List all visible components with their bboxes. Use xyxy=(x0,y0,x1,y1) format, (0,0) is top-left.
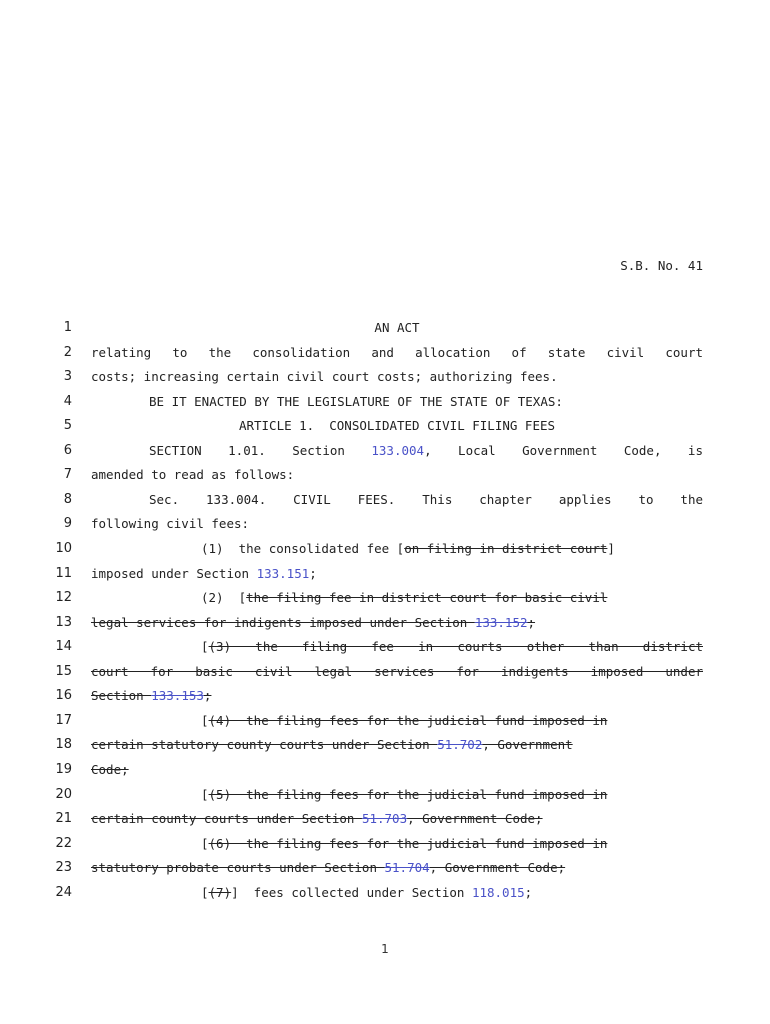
statute-link[interactable]: 51.703 xyxy=(361,811,408,826)
line-number: 24 xyxy=(55,885,72,900)
statute-line: (1) the consolidated fee [on filing in district court] xyxy=(201,541,615,556)
line-number: 16 xyxy=(55,688,72,703)
statute-link[interactable]: 51.702 xyxy=(437,737,483,752)
page-number: 1 xyxy=(381,942,389,956)
line-number: 11 xyxy=(55,566,72,581)
line-number: 7 xyxy=(63,467,72,482)
statute-link[interactable]: 133.153 xyxy=(151,688,204,703)
deleted-text: (6) the filing fees for the judicial fund imposed in xyxy=(208,836,608,851)
statute-link[interactable]: 133.151 xyxy=(256,566,310,581)
deleted-text: (3) the filing fee in courts other than district xyxy=(208,639,703,654)
statute-link[interactable]: 133.004 xyxy=(371,443,425,458)
line-number: 3 xyxy=(63,369,72,384)
caption-line: costs; increasing certain civil court costs; authorizing fees. xyxy=(91,369,558,384)
deleted-text: (5) the filing fees for the judicial fund imposed in xyxy=(208,787,608,802)
statute-line: Section 133.153; xyxy=(91,688,212,703)
deleted-text: court for basic civil legal services for indigents imposed under xyxy=(91,664,703,679)
deleted-text: legal services for indigents imposed under Section xyxy=(91,615,475,630)
statute-line: imposed under Section 133.151; xyxy=(91,566,317,581)
statute-line: following civil fees: xyxy=(91,516,250,531)
statute-line: [(4) the filing fees for the judicial fund imposed in xyxy=(201,713,608,728)
line-number: 9 xyxy=(63,516,72,531)
line-number: 1 xyxy=(63,320,72,335)
line-number: 18 xyxy=(55,737,72,752)
line-number: 19 xyxy=(55,762,72,777)
article-heading: ARTICLE 1. CONSOLIDATED CIVIL FILING FEES xyxy=(238,418,556,433)
statute-heading-line: Sec. 133.004. CIVIL FEES. This chapter applies to the xyxy=(149,492,703,507)
line-number: 15 xyxy=(55,664,72,679)
caption-line: relating to the consolidation and allocation of state civil court xyxy=(91,345,703,360)
statute-line: legal services for indigents imposed under Section 133.152; xyxy=(91,615,536,630)
deleted-text: (4) the filing fees for the judicial fund imposed in xyxy=(208,713,608,728)
deleted-text: certain statutory county courts under Section xyxy=(91,737,438,752)
deleted-text: statutory probate courts under Section xyxy=(91,860,385,875)
statute-line: [(6) the filing fees for the judicial fund imposed in xyxy=(201,836,608,851)
line-number: 14 xyxy=(55,639,72,654)
deleted-text: the filing fee in district court for basic civil xyxy=(246,590,608,605)
line-number: 23 xyxy=(55,860,72,875)
statute-link[interactable]: 118.015 xyxy=(471,885,525,900)
deleted-text: on filing in district court xyxy=(404,541,608,556)
statute-link[interactable]: 133.152 xyxy=(474,615,528,630)
line-number: 12 xyxy=(55,590,72,605)
line-number: 17 xyxy=(55,713,72,728)
line-number: 2 xyxy=(63,345,72,360)
statute-line: certain statutory county courts under Section 51.702, Government xyxy=(91,737,573,752)
line-number: 4 xyxy=(63,394,72,409)
deleted-text: Code; xyxy=(91,762,129,777)
line-number: 8 xyxy=(63,492,72,507)
line-number: 10 xyxy=(55,541,72,556)
statute-line: [(7)] fees collected under Section 118.015; xyxy=(201,885,533,900)
statute-line: [(3) the filing fee in courts other than district xyxy=(201,639,703,654)
enacting-clause: BE IT ENACTED BY THE LEGISLATURE OF THE STATE OF TEXAS: xyxy=(149,394,563,409)
line-number: 5 xyxy=(63,418,72,433)
deleted-text: Section xyxy=(91,688,152,703)
bill-number: S.B. No. 41 xyxy=(620,258,703,273)
line-number: 20 xyxy=(55,787,72,802)
act-heading: AN ACT xyxy=(374,320,420,335)
statute-line xyxy=(91,762,703,777)
line-number: 22 xyxy=(55,836,72,851)
deleted-text: certain county courts under Section xyxy=(91,811,362,826)
statute-line: certain county courts under Section 51.703, Government Code; xyxy=(91,811,543,826)
section-line: SECTION 1.01. Section 133.004, Local Government Code, is xyxy=(149,443,703,458)
statute-link[interactable]: 51.704 xyxy=(384,860,430,875)
line-number: 21 xyxy=(55,811,72,826)
statute-line: [(5) the filing fees for the judicial fund imposed in xyxy=(201,787,608,802)
statute-line: statutory probate courts under Section 51.704, Government Code; xyxy=(91,860,566,875)
section-line: amended to read as follows: xyxy=(91,467,295,482)
line-number: 13 xyxy=(55,615,72,630)
line-number: 6 xyxy=(63,443,72,458)
deleted-text: (7) xyxy=(208,885,232,900)
statute-line: (2) [the filing fee in district court for basic civil xyxy=(201,590,608,605)
